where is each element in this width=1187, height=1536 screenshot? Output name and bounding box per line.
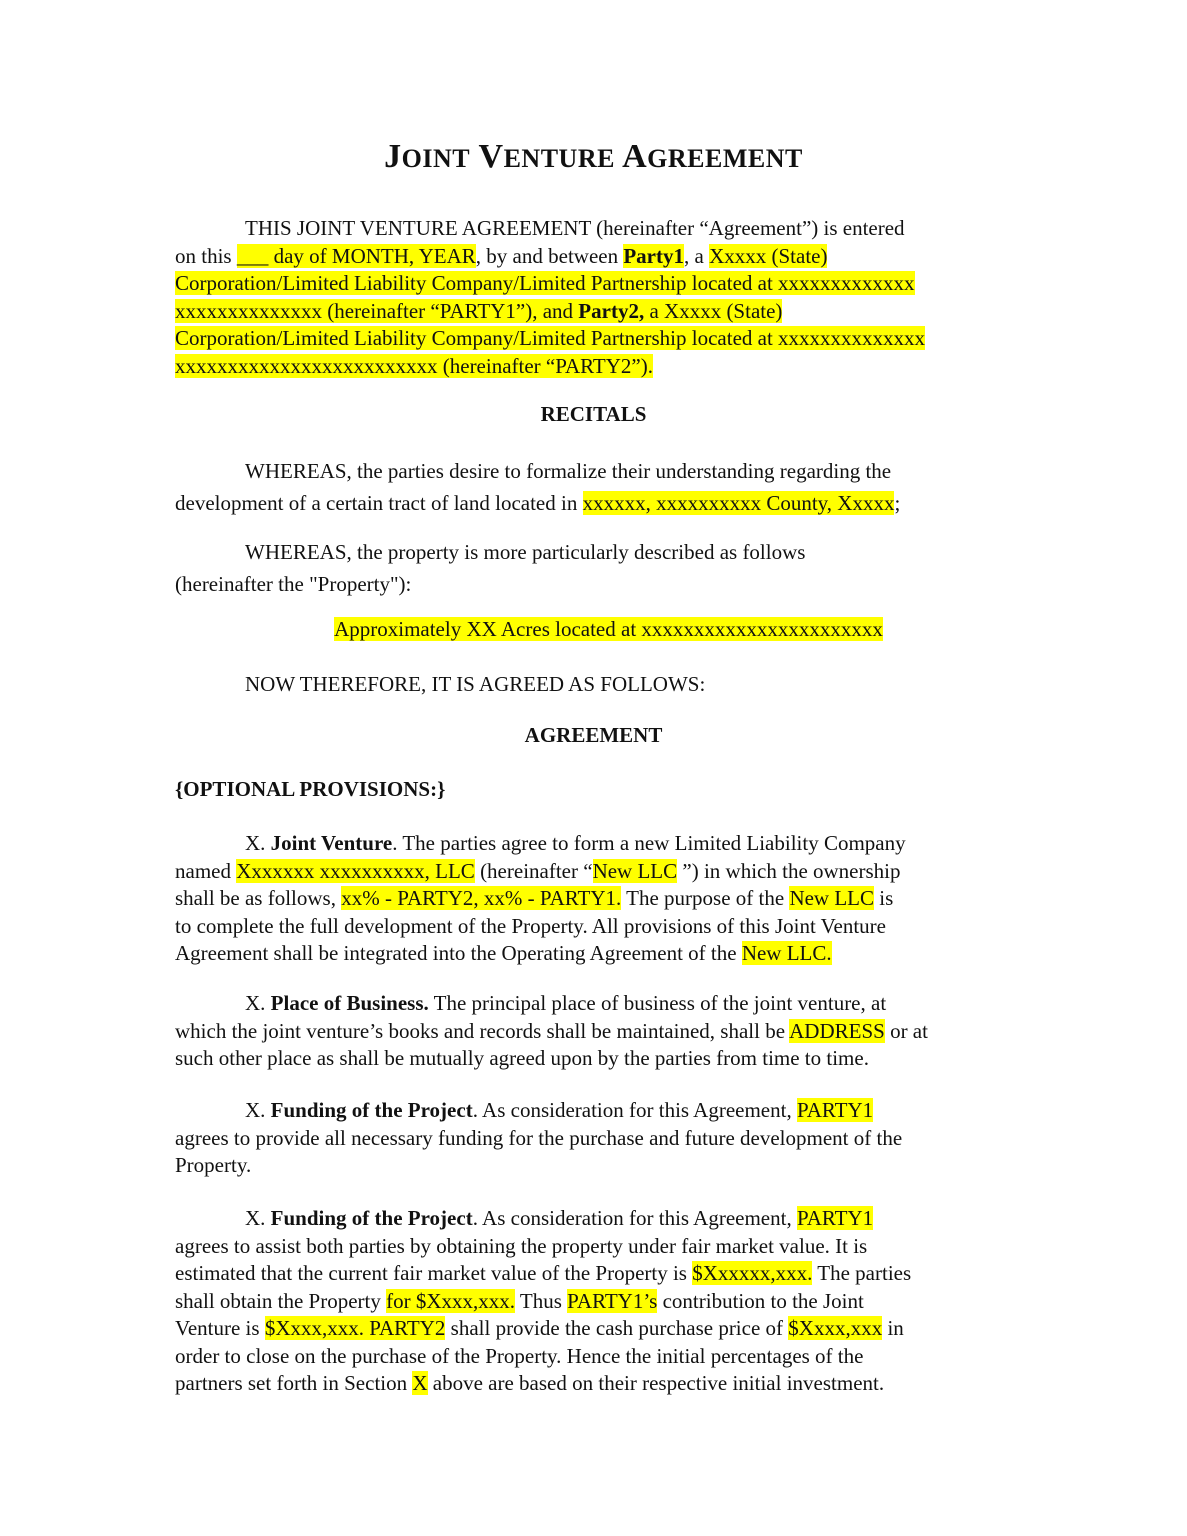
optional-provisions-heading: {OPTIONAL PROVISIONS:} [175, 777, 446, 801]
section-text: or at [884, 1018, 928, 1043]
section-text: Venture is [175, 1316, 265, 1340]
title-char: J [384, 138, 402, 175]
recital-line: (hereinafter the "Property"): [175, 572, 412, 596]
land-location-placeholder: xxxxxx, xxxxxxxxxx County, Xxxxx [582, 491, 895, 515]
section-line: such other place as shall be mutually agreed upon by the parties from time to time. [175, 1046, 869, 1070]
section-number: X. [245, 1098, 271, 1122]
address-placeholder: ADDRESS [789, 1018, 885, 1043]
document-title [0, 138, 1187, 176]
section-line: Property. [175, 1153, 252, 1177]
property-description: Approximately XX Acres located at xxxxxxxxxxxxxxxxxxxxxxx [334, 617, 883, 641]
section-line: agrees to provide all necessary funding for the purchase and future development of the [175, 1125, 903, 1150]
section-label: Place of Business. [270, 991, 429, 1015]
now-therefore-text: NOW THEREFORE, IT IS AGREED AS FOLLOWS: [245, 672, 706, 696]
section-text: . The parties agree to form a new Limited Liability Company [392, 831, 906, 855]
now-therefore [175, 671, 1015, 699]
new-llc-placeholder: New LLC [592, 858, 678, 883]
party1-placeholder: PARTY1’s [567, 1288, 658, 1313]
section-text: which the joint venture’s books and records shall be maintained, shall be [175, 1018, 790, 1043]
section-funding-1 [175, 1097, 1015, 1180]
section-text: contribution to the Joint [657, 1288, 864, 1313]
recitals-heading: RECITALS [540, 402, 647, 426]
section-label: Funding of the Project [270, 1098, 473, 1122]
party1-address-cont: xxxxxxxxxxxxxx (hereinafter “PARTY1”), and [175, 298, 579, 323]
intro-text: on this [175, 243, 237, 268]
llc-name-placeholder: Xxxxxxx xxxxxxxxxx, LLC [236, 858, 475, 883]
party1-placeholder: PARTY1 [796, 1206, 874, 1230]
section-text: partners set forth in Section [175, 1371, 413, 1395]
party1-address-placeholder: Corporation/Limited Liability Company/Limited Partnership located at xxxxxxxxxxxxx [175, 271, 915, 295]
section-ref-placeholder: X [412, 1371, 428, 1395]
recital-1 [175, 455, 1015, 519]
section-text: shall provide the cash purchase price of [445, 1316, 789, 1340]
property-description-row [0, 617, 1187, 642]
section-number: X. [245, 1206, 271, 1230]
cash-price-placeholder: $Xxxx,xxx [788, 1316, 883, 1340]
recital-2 [175, 536, 1015, 600]
party2-state-placeholder: a Xxxxx (State) [644, 298, 783, 323]
section-text: The purpose of the [621, 886, 790, 910]
intro-text: , a [684, 243, 710, 268]
section-number: X. [245, 831, 271, 855]
recital-line: WHEREAS, the property is more particularly described as follows [245, 540, 806, 564]
section-text: The parties [812, 1261, 912, 1285]
section-text: ”) in which the ownership [677, 858, 901, 883]
section-text: Agreement shall be integrated into the Operating Agreement of the [175, 941, 742, 965]
recital-text: ; [894, 491, 901, 515]
section-place-of-business [175, 990, 1035, 1073]
section-joint-venture [175, 830, 1015, 968]
section-label: Funding of the Project [270, 1206, 473, 1230]
fair-market-value-placeholder: $Xxxxxx,xxx. [692, 1261, 813, 1285]
party1-state-placeholder: Xxxxx (State) [709, 243, 828, 268]
new-llc-placeholder: New LLC. [741, 941, 832, 965]
purchase-price-placeholder: for $Xxxx,xxx. [386, 1288, 516, 1313]
section-funding-2 [175, 1205, 1015, 1398]
title-char: A [622, 138, 648, 175]
title-char: V [478, 138, 504, 175]
new-llc-placeholder: New LLC [789, 886, 875, 910]
title-char: OINT [401, 144, 471, 173]
intro-line: THIS JOINT VENTURE AGREEMENT (hereinafter “Agreement”) is entered [245, 216, 905, 240]
section-text: shall obtain the Property [175, 1288, 387, 1313]
party2-address-cont: xxxxxxxxxxxxxxxxxxxxxxxxx (hereinafter “PARTY2”). [175, 353, 653, 378]
contribution-placeholder: $Xxxx,xxx. PARTY2 [264, 1316, 446, 1340]
party1-placeholder: PARTY1 [796, 1098, 874, 1122]
section-text: . As consideration for this Agreement, [472, 1098, 797, 1122]
section-text: . As consideration for this Agreement, [472, 1206, 797, 1230]
agreement-heading: AGREEMENT [524, 723, 663, 747]
title-char: GREEMENT [647, 144, 803, 173]
section-text: The principal place of business of the joint venture, at [428, 991, 887, 1015]
section-text: named [175, 858, 237, 883]
intro-paragraph [175, 215, 1015, 380]
ownership-placeholder: xx% - PARTY2, xx% - PARTY1. [341, 886, 622, 910]
section-text: is [874, 886, 894, 910]
party2-label: Party2, [578, 298, 645, 323]
title-char: ENTURE [503, 144, 615, 173]
party1-label: Party1 [623, 243, 684, 268]
section-label: Joint Venture [270, 831, 393, 855]
section-line: to complete the full development of the Property. All provisions of this Joint Venture [175, 913, 886, 938]
recital-line: WHEREAS, the parties desire to formalize their understanding regarding the [245, 459, 892, 483]
section-text: estimated that the current fair market value of the Property is [175, 1261, 693, 1285]
section-text: (hereinafter “ [474, 858, 593, 883]
section-text: Thus [515, 1288, 568, 1313]
date-placeholder: ___ day of MONTH, YEAR [236, 243, 476, 268]
party2-address-placeholder: Corporation/Limited Liability Company/Limited Partnership located at xxxxxxxxxxxxxx [175, 326, 926, 350]
section-line: order to close on the purchase of the Property. Hence the initial percentages of the [175, 1343, 864, 1368]
section-text: shall be as follows, [175, 886, 342, 910]
intro-text: , by and between [475, 243, 624, 268]
recital-text: development of a certain tract of land located in [175, 491, 583, 515]
section-number: X. [245, 991, 271, 1015]
section-text: above are based on their respective initial investment. [427, 1371, 885, 1395]
section-text: in [882, 1316, 904, 1340]
section-line: agrees to assist both parties by obtaining the property under fair market value. It is [175, 1233, 868, 1258]
